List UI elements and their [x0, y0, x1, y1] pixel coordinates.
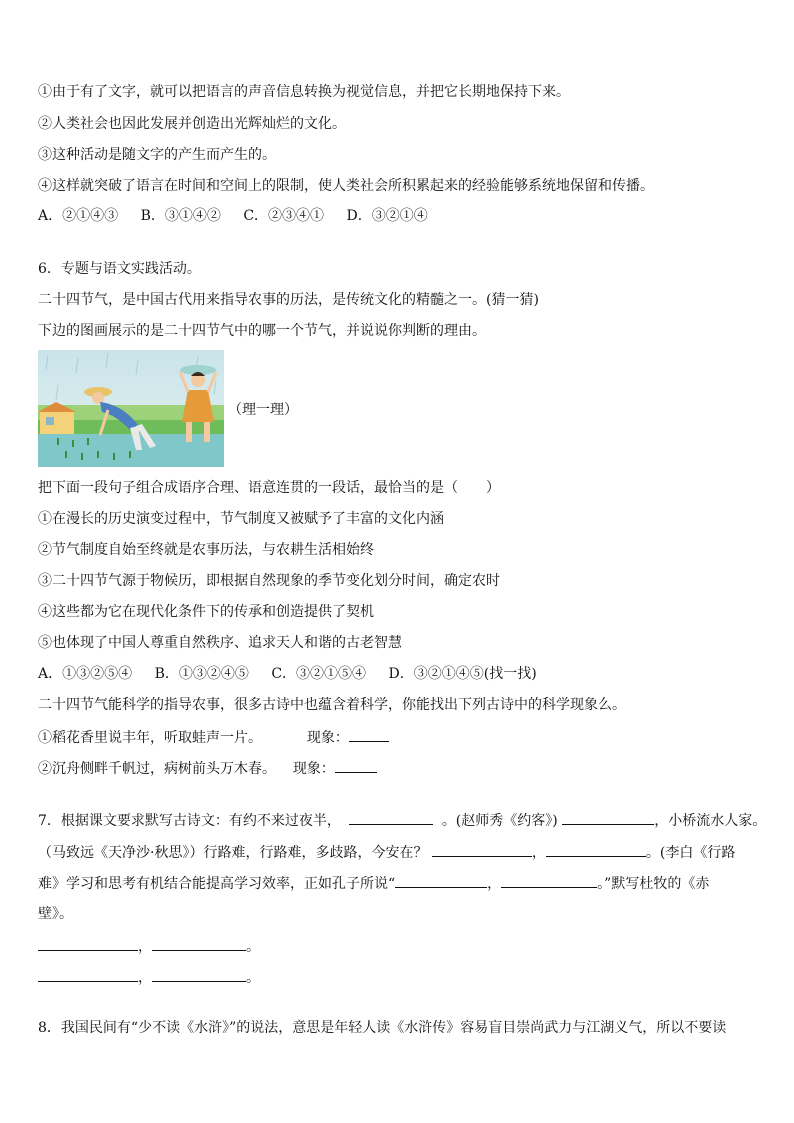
q7-blank-9[interactable] [38, 967, 138, 982]
q7-line-6 [38, 967, 764, 988]
q6-sentence-4: ④这些都为它在现代化条件下的传承和创造提供了契机 [38, 604, 374, 620]
q6-prompt: 下边的图画展示的是二十四节气中的哪一个节气，并说说你判断的理由。 [38, 323, 486, 339]
q7-text-1b: 。(赵师秀《约客》) [441, 813, 558, 829]
q7-line-1 [38, 810, 767, 831]
q6-option-a: A．①③②⑤④ [38, 666, 133, 682]
q5-option-d: D．③②①④ [346, 208, 428, 224]
q6-beside-image-label: （理一理） [228, 402, 298, 418]
q7-line-2 [38, 842, 764, 863]
q6-task: 把下面一段句子组合成语序合理、语意连贯的一段话，最恰当的是（ ） [38, 480, 500, 496]
q7-text-2c: 。(李白《行路 [645, 845, 736, 861]
q7-text-1a: 7．根据课文要求默写古诗文：有约不来过夜半， [38, 813, 341, 829]
q6-sentence-3: ③二十四节气源于物候历，即根据自然现象的季节变化划分时间，确定农时 [38, 573, 500, 589]
q7-text-2a: （马致远《天净沙·秋思》）行路难，行路难，多歧路，今安在？ [38, 845, 428, 861]
q6-phenomenon-blank-2[interactable] [335, 758, 377, 773]
q6-intro: 二十四节气，是中国古代用来指导农事的历法，是传统文化的精髓之一。(猜一猜) [38, 292, 539, 308]
q7-period-2: 。 [246, 970, 260, 986]
q6-option-d: D．③②①④⑤ [388, 666, 484, 682]
q6-poem-1: ①稻花香里说丰年，听取蛙声一片。 [38, 730, 262, 746]
q6-options [38, 664, 764, 684]
q7-text-3b: ， [487, 876, 502, 892]
q7-blank-10[interactable] [152, 967, 246, 982]
q6-sentence-2: ②节气制度自始至终就是农事历法，与农耕生活相始终 [38, 542, 374, 558]
q5-options [38, 206, 764, 226]
q7-text-1c: ，小桥流水人家。 [654, 813, 767, 829]
q6-sentence-5: ⑤也体现了中国人尊重自然秩序、追求天人和谐的古老智慧 [38, 635, 402, 651]
q7-line-3 [38, 873, 764, 894]
q7-comma-1: ， [138, 939, 152, 955]
q7-blank-5[interactable] [395, 873, 487, 888]
q6-heading: 6．专题与语文实践活动。 [38, 261, 201, 277]
q6-sentence-1: ①在漫长的历史演变过程中，节气制度又被赋予了丰富的文化内涵 [38, 511, 444, 527]
q7-line-5 [38, 936, 764, 957]
q6-poem-1-line [38, 727, 764, 748]
q7-blank-3[interactable] [432, 842, 532, 857]
q5-sentence-4: ④这样就突破了语言在时间和空间上的限制，使人类社会所积累起来的经验能够系统地保留和传播。 [38, 178, 654, 194]
q6-option-c: C．③②①⑤④ [271, 666, 367, 682]
q6-phenomenon-blank-1[interactable] [349, 727, 389, 742]
q7-blank-1[interactable] [349, 810, 433, 825]
q7-blank-8[interactable] [152, 936, 246, 951]
farming-illustration [38, 350, 224, 467]
q6-find-intro: 二十四节气能科学的指导农事，很多古诗中也蕴含着科学，你能找出下列古诗中的科学现象么。 [38, 697, 626, 713]
q8-text: 8．我国民间有“少不读《水浒》”的说法，意思是年轻人读《水浒传》容易盲目崇尚武力与江湖义气，所以不要读 [38, 1020, 727, 1036]
q5-sentence-1: ①由于有了文字，就可以把语言的声音信息转换为视觉信息，并把它长期地保持下来。 [38, 84, 570, 100]
q7-text-3a: 难》学习和思考有机结合能提高学习效率，正如孔子所说“ [38, 876, 396, 892]
q5-option-a: A．②①④③ [38, 208, 119, 224]
q5-option-b: B．③①④② [140, 208, 221, 224]
q6-phenomenon-label-1: 现象： [306, 730, 349, 746]
q7-line-4: 壁》。 [38, 906, 73, 922]
q7-blank-2[interactable] [562, 810, 654, 825]
q7-blank-4[interactable] [546, 842, 646, 857]
q7-text-3c: 。”默写杜牧的《赤 [597, 876, 710, 892]
q7-blank-6[interactable] [501, 873, 597, 888]
q7-comma-2: ， [138, 970, 152, 986]
q5-option-c: C．②③④① [243, 208, 325, 224]
q6-options-tail: (找一找) [483, 666, 537, 682]
q6-option-b: B．①③②④⑤ [154, 666, 249, 682]
q6-phenomenon-label-2: 现象： [292, 761, 335, 777]
q6-poem-2: ②沉舟侧畔千帆过，病树前头万木春。 [38, 761, 276, 777]
q5-sentence-3: ③这种活动是随文字的产生而产生的。 [38, 147, 276, 163]
q7-period-1: 。 [246, 939, 260, 955]
q6-poem-2-line [38, 758, 764, 779]
q5-sentence-2: ②人类社会也因此发展并创造出光辉灿烂的文化。 [38, 116, 346, 132]
q7-blank-7[interactable] [38, 936, 138, 951]
q7-text-2b: ， [531, 845, 546, 861]
